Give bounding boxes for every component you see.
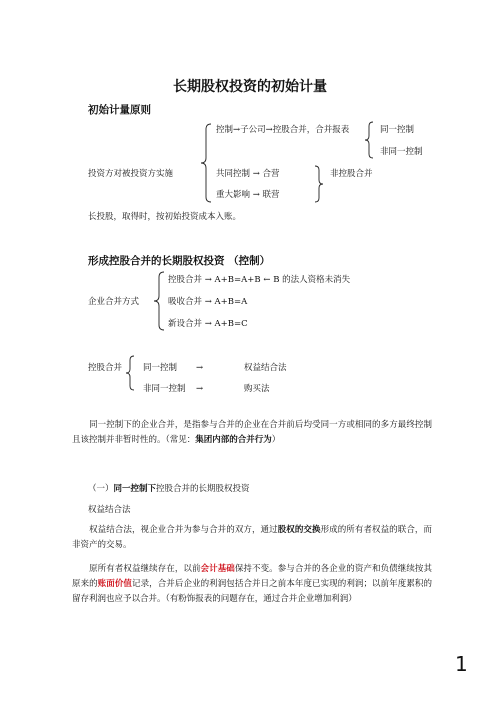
section-heading-holding-merger: 形成控股合并的长期股权投资 （控制） <box>88 255 271 267</box>
book-value-emphasis: 账面价值 <box>97 579 133 589</box>
brace-close-icon <box>314 166 324 202</box>
brace-icon <box>125 356 135 390</box>
absorption-merger-item: 吸收合并 → A+B=A <box>168 297 248 307</box>
pooling-method-title: 权益结合法 <box>88 505 131 515</box>
pooling-definition: 权益结合法，视企业合并为参与合并的双方，通过股权的交换形成的所有者权益的联合，而非资产的交易。 <box>72 525 432 550</box>
control-item: 控制→子公司→控股合并，合并报表 <box>216 125 350 135</box>
page-title: 长期股权投资的初始计量 <box>173 79 327 95</box>
merger-method-label: 企业合并方式 <box>88 297 140 307</box>
holding-merger-item: 控股合并 → A+B=A+B ← B 的法人资格未消失 <box>168 275 351 285</box>
significant-influence-item: 重大影响 → 联营 <box>216 190 280 200</box>
brace-icon <box>364 122 374 158</box>
non-same-control-method-left: 非同一控制 <box>143 384 186 394</box>
investor-label: 投资方对被投资方实施 <box>88 169 174 179</box>
section-heading-initial-principle: 初始计量原则 <box>88 104 151 116</box>
brace-icon <box>153 272 165 330</box>
same-control-definition: 同一控制下的企业合并，是指参与合并的企业在合并前后均受同一方或相同的多方最终控制且该控制并非暂时性的。（常见：集团内部的合并行为） <box>72 420 432 445</box>
accounting-basis-emphasis: 会计基础 <box>200 564 235 574</box>
pooling-method-label: 权益结合法 <box>244 363 287 373</box>
sub-heading-same-control: （一）同一控制下控股合并的长期股权投资 <box>88 484 250 494</box>
new-merger-item: 新设合并 → A+B=C <box>168 319 248 329</box>
arrow-right-icon: → <box>196 384 204 394</box>
equity-exchange-emphasis: 股权的交换 <box>277 525 321 535</box>
page-number: 1 <box>455 652 468 676</box>
same-control-label: 同一控制 <box>380 125 415 135</box>
purchase-method-label: 购买法 <box>244 384 270 394</box>
non-same-control-label: 非同一控制 <box>380 147 423 157</box>
initial-cost-note: 长投股，取得时，按初始投资成本入账。 <box>88 212 242 222</box>
arrow-right-icon: → <box>196 363 204 373</box>
group-internal-merger-emphasis: 集团内部的合并行为 <box>195 435 272 445</box>
brace-icon <box>200 124 212 202</box>
holding-merger-label: 控股合并 <box>88 363 123 373</box>
joint-control-item: 共同控制 → 合营 <box>216 169 280 179</box>
same-control-method-left: 同一控制 <box>143 363 178 373</box>
pooling-rules-paragraph: 原所有者权益继续存在，以前会计基础保持不变。参与合并的各企业的资产和负债继续按其原来的账面价值记录，合并后企业的利润包括合并日之前本年度已实现的利润；以前年度累积的留存利润也应予以合并。（有粉饰报表的问题存在，通过合并企业增加利润） <box>72 564 432 604</box>
non-holding-merger-label: 非控股合并 <box>330 169 373 179</box>
